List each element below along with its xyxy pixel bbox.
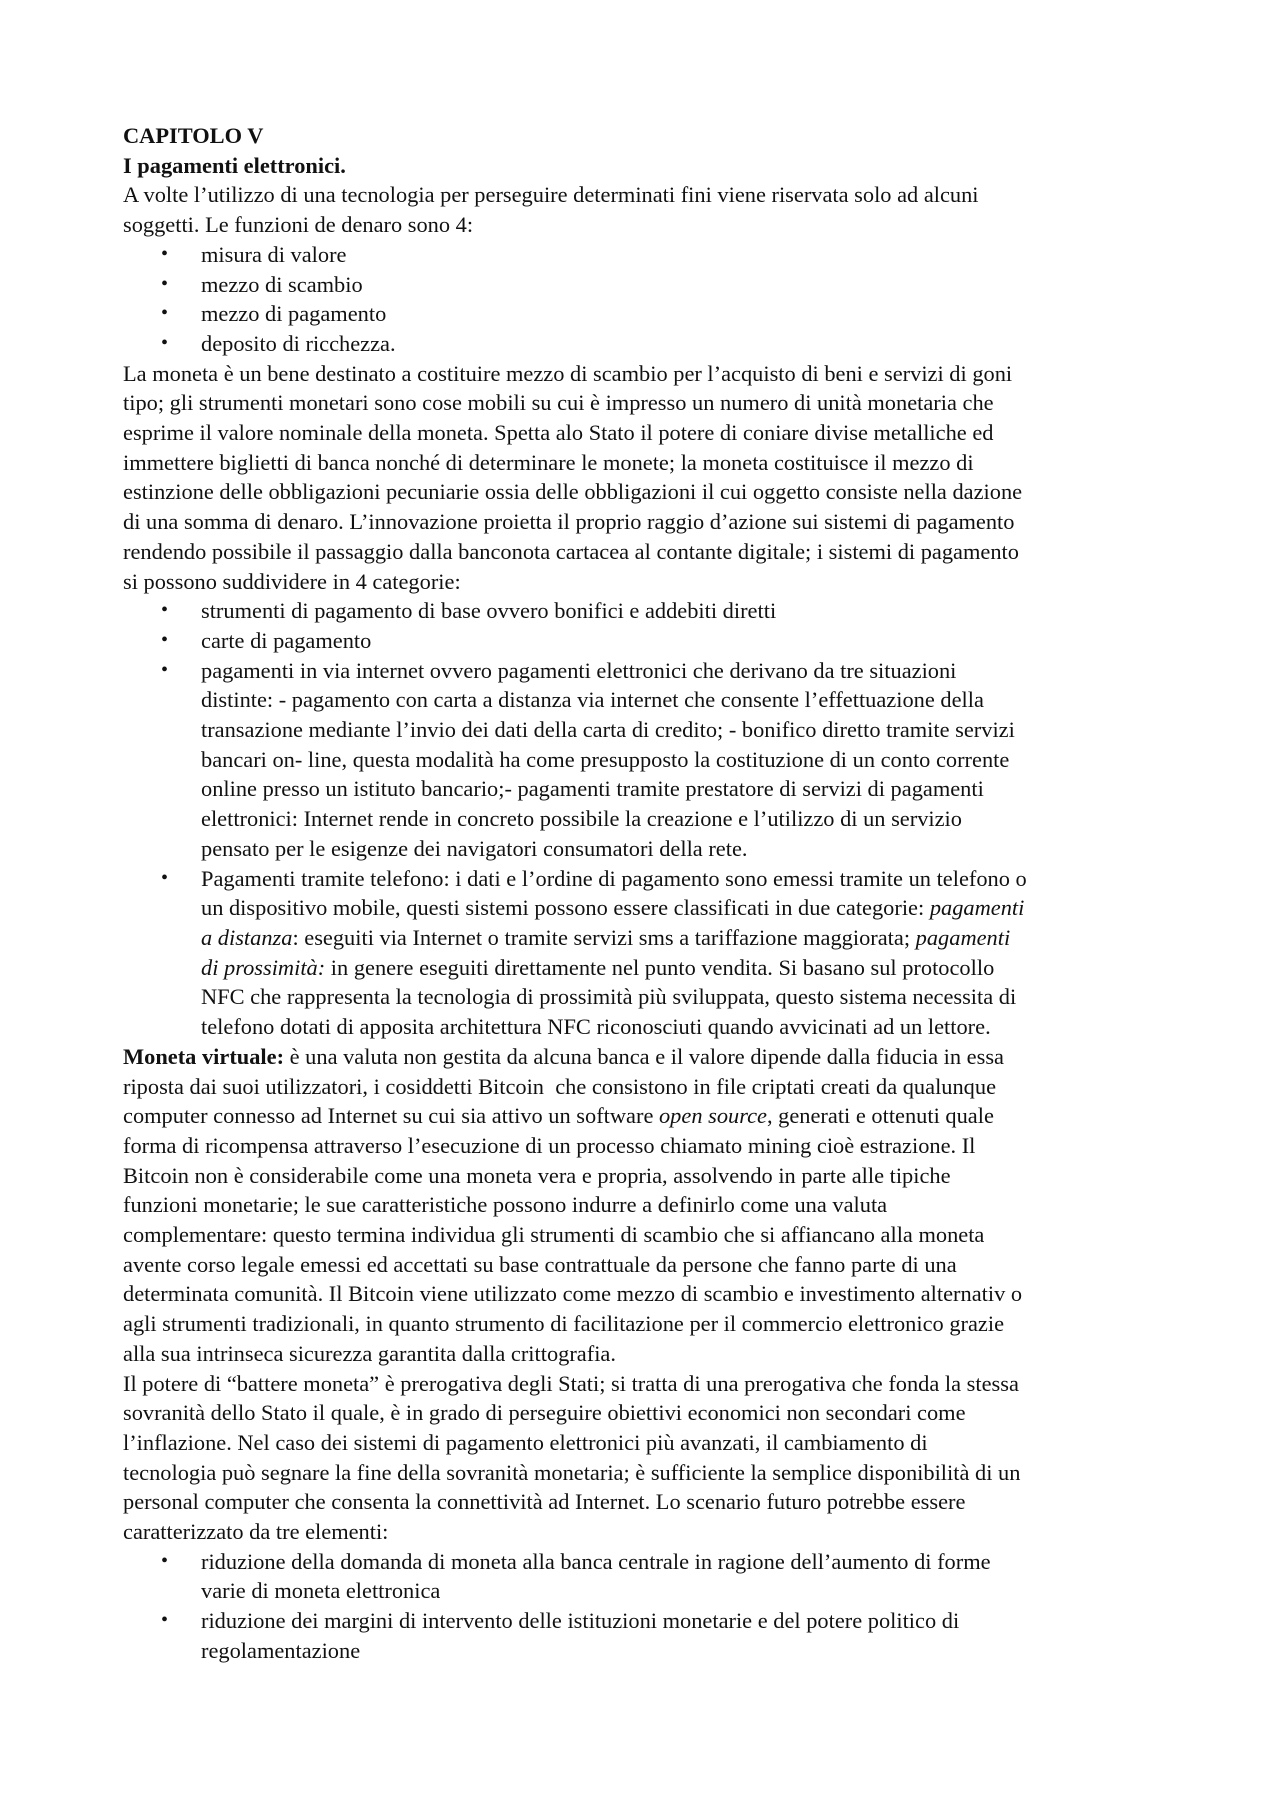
list-item [123, 1547, 1183, 1606]
list-item-line: regolamentazione [201, 1637, 361, 1663]
text-line: funzioni monetarie; le sue caratteristiche possono indurre a definirlo come una valuta [123, 1192, 888, 1218]
section-title: I pagamenti elettronici. [123, 152, 346, 178]
list-item [123, 626, 1183, 656]
intro-paragraph [123, 180, 1183, 239]
document-page [123, 121, 1183, 1666]
text-line: riposta dai suoi utilizzatori, i cosiddetti Bitcoin che consistono in file criptati creati da qualunque [123, 1073, 997, 1099]
list-item-line [123, 893, 1183, 923]
text-run: , generati e ottenuti quale [766, 1103, 994, 1129]
text-line: immettere biglietti di banca nonché di determinare le monete; la moneta costituisce il mezzo di [123, 449, 974, 475]
text-run: un dispositivo mobile, questi sistemi possono essere classificati in due categorie: [201, 895, 930, 921]
list-item-text: Pagamenti tramite telefono: i dati e l’ordine di pagamento sono emessi tramite un telefono o [201, 865, 1027, 891]
list-item-line: pensato per le esigenze dei navigatori consumatori della rete. [201, 835, 748, 861]
text-line: Bitcoin non è considerabile come una moneta vera e propria, assolvendo in parte alle tipiche [123, 1162, 951, 1188]
list-item-line: varie di moneta elettronica [201, 1578, 441, 1604]
list-item-line: telefono dotati di apposita architettura NFC riconosciuti quando avvicinati ad un lettore. [201, 1014, 991, 1040]
text-line: di una somma di denaro. L’innovazione proietta il proprio raggio d’azione sui sistemi di pagamento [123, 509, 1015, 535]
list-item-text: carte di pagamento [201, 627, 372, 653]
text-line: soggetti. Le funzioni de denaro sono 4: [123, 212, 474, 238]
text-run: : eseguiti via Internet o tramite servizi sms a tariffazione maggiorata; [292, 924, 916, 950]
italic-term: pagamenti [915, 924, 1011, 950]
list-item-line: transazione mediante l’invio dei dati della carta di credito; - bonifico diretto tramite servizi [201, 717, 1015, 743]
text-line: forma di ricompensa attraverso l’esecuzione di un processo chiamato mining cioè estrazione. Il [123, 1132, 976, 1158]
text-line: estinzione delle obbligazioni pecuniarie ossia delle obbligazioni il cui oggetto consiste nella dazione [123, 479, 1023, 505]
bullet-icon: • [161, 658, 169, 681]
list-item-line [123, 656, 1183, 686]
italic-term: a distanza [201, 924, 293, 950]
list-item [123, 656, 1183, 864]
italic-term: pagamenti [929, 895, 1025, 921]
list-item [123, 596, 1183, 626]
bullet-icon: • [161, 1549, 169, 1572]
list-item-line: NFC che rappresenta la tecnologia di prossimità più sviluppata, questo sistema necessita di [201, 984, 1017, 1010]
text-line: La moneta è un bene destinato a costituire mezzo di scambio per l’acquisto di beni e servizi di goni [123, 360, 1013, 386]
list-item [123, 240, 1183, 270]
money-paragraph [123, 359, 1183, 597]
text-line: caratterizzato da tre elementi: [123, 1519, 389, 1545]
virtual-money-label: Moneta virtuale: [123, 1043, 285, 1069]
virtual-money-paragraph [123, 1042, 1183, 1369]
bullet-icon: • [161, 866, 169, 889]
text-line: esprime il valore nominale della moneta. Spetta alo Stato il potere di coniare divise metalliche ed [123, 420, 994, 446]
list-item [123, 329, 1183, 359]
text-line: agli strumenti tradizionali, in quanto strumento di facilitazione per il commercio elettronico grazie [123, 1311, 1005, 1337]
sovereignty-paragraph [123, 1369, 1183, 1547]
bullet-icon: • [161, 272, 169, 295]
text-run: è una valuta non gestita da alcuna banca e il valore dipende dalla fiducia in essa [284, 1043, 1004, 1069]
list-item-line: distinte: - pagamento con carta a distanza via internet che consente l’effettuazione della [201, 687, 984, 713]
text-line [123, 1042, 1183, 1072]
bullet-icon: • [161, 242, 169, 265]
text-line: complementare: questo termina individua gli strumenti di scambio che si affiancano alla moneta [123, 1222, 985, 1248]
text-line: Il potere di “battere moneta” è prerogativa degli Stati; si tratta di una prerogativa che fonda la stessa [123, 1370, 1019, 1396]
list-item-line [123, 1547, 1183, 1577]
list-item [123, 270, 1183, 300]
text-line: alla sua intrinseca sicurezza garantita dalla crittografia. [123, 1340, 616, 1366]
functions-list [123, 240, 1183, 359]
text-line: determinata comunità. Il Bitcoin viene utilizzato come mezzo di scambio e investimento alternativ o [123, 1281, 1023, 1307]
text-line: sovranità dello Stato il quale, è in grado di perseguire obiettivi economici non secondari come [123, 1400, 966, 1426]
list-item-line: elettronici: Internet rende in concreto possibile la creazione e l’utilizzo di un servizio [201, 806, 962, 832]
bullet-icon: • [161, 302, 169, 325]
text-line: si possono suddividere in 4 categorie: [123, 568, 461, 594]
bullet-icon: • [161, 628, 169, 651]
list-item-line: online presso un istituto bancario;- pagamenti tramite prestatore di servizi di pagamenti [201, 776, 984, 802]
text-line: A volte l’utilizzo di una tecnologia per perseguire determinati fini viene riservata solo ad alcuni [123, 182, 979, 208]
list-item-text: mezzo di pagamento [201, 301, 387, 327]
list-item-text: riduzione dei margini di intervento delle istituzioni monetarie e del potere politico di [201, 1608, 960, 1634]
text-line: tipo; gli strumenti monetari sono cose mobili su cui è impresso un numero di unità monetaria che [123, 390, 994, 416]
text-run: computer connesso ad Internet su cui sia attivo un software [123, 1103, 659, 1129]
text-line: l’inflazione. Nel caso dei sistemi di pagamento elettronici più avanzati, il cambiamento di [123, 1429, 928, 1455]
list-item-text: mezzo di scambio [201, 271, 363, 297]
text-line [123, 1101, 1183, 1131]
list-item [123, 299, 1183, 329]
scenario-list [123, 1547, 1183, 1666]
bullet-icon: • [161, 599, 169, 622]
list-item-line [123, 864, 1183, 894]
bullet-icon: • [161, 1609, 169, 1632]
italic-term: di prossimità: [201, 954, 326, 980]
list-item-line: bancari on- line, questa modalità ha come presupposto la costituzione di un conto corrente [201, 746, 1010, 772]
text-line: personal computer che consenta la connettività ad Internet. Lo scenario futuro potrebbe essere [123, 1489, 966, 1515]
text-line: avente corso legale emessi ed accettati su base contrattuale da persone che fanno parte di una [123, 1251, 957, 1277]
text-line: rendendo possibile il passaggio dalla banconota cartacea al contante digitale; i sistemi di pagamento [123, 538, 1019, 564]
list-item-text: misura di valore [201, 241, 347, 267]
payment-categories-list [123, 596, 1183, 1042]
chapter-title: CAPITOLO V [123, 123, 264, 148]
text-run: in genere eseguiti direttamente nel punto vendita. Si basano sul protocollo [325, 954, 995, 980]
bullet-icon: • [161, 331, 169, 354]
italic-term: open source [658, 1103, 767, 1129]
list-item-line [123, 953, 1183, 983]
list-item-text: pagamenti in via internet ovvero pagamenti elettronici che derivano da tre situazioni [201, 657, 957, 683]
text-line: tecnologia può segnare la fine della sovranità monetaria; è sufficiente la semplice disponibilità di un [123, 1459, 1021, 1485]
list-item [123, 864, 1183, 1042]
list-item-text: riduzione della domanda di moneta alla banca centrale in ragione dell’aumento di forme [201, 1548, 991, 1574]
list-item-line [123, 923, 1183, 953]
list-item-text: strumenti di pagamento di base ovvero bonifici e addebiti diretti [201, 598, 777, 624]
list-item [123, 1606, 1183, 1665]
list-item-text: deposito di ricchezza. [201, 330, 396, 356]
list-item-line [123, 1606, 1183, 1636]
